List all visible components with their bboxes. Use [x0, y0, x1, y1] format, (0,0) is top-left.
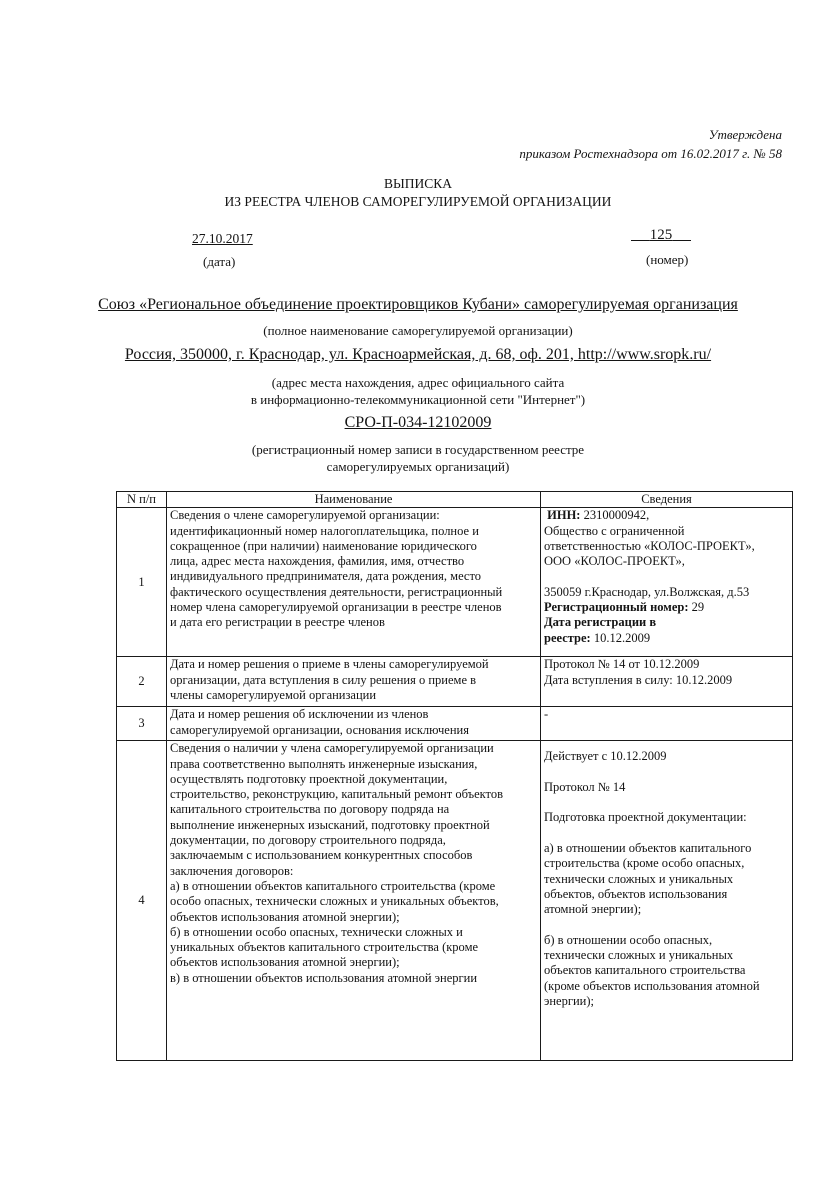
- header-name: Наименование: [167, 492, 541, 508]
- table-row: [117, 508, 793, 657]
- row-name-line: особо опасных, технически сложных и уникальных объектов,: [170, 894, 499, 909]
- header-info: Сведения: [541, 492, 793, 508]
- row-name-line: Сведения о наличии у члена саморегулируемой организации: [170, 741, 494, 756]
- row-name: [167, 741, 541, 1061]
- row-info: [541, 508, 793, 657]
- row-name-line: строительство, реконструкцию, капитальный ремонт объектов: [170, 787, 504, 802]
- table-row: [117, 657, 793, 707]
- row-name-line: уникальных объектов капитального строительства (кроме: [170, 940, 479, 955]
- org-registration-caption-line-1: (регистрационный номер записи в государственном реестре: [251, 442, 585, 457]
- header-number: N п/п: [117, 492, 167, 508]
- row-name-line: объектов использования атомной энергии);: [170, 909, 400, 924]
- row-name: [167, 707, 541, 741]
- member-name-line: Общество с ограниченной: [544, 523, 685, 538]
- member-reg-date-label: Дата регистрации в: [544, 615, 657, 630]
- org-full-name: Союз «Региональное объединение проектировщиков Кубани» саморегулируемая организация: [98, 296, 738, 313]
- org-address-caption-line-1: (адрес места нахождения, адрес официального сайта: [271, 375, 565, 390]
- row-name-line: выполнение инженерных изысканий, подготовку проектной: [170, 817, 490, 832]
- permit-item-b-line: (кроме объектов использования атомной: [544, 978, 760, 993]
- row-name-line: члены саморегулируемой организации: [170, 687, 377, 702]
- permit-protocol: Протокол № 14: [544, 779, 626, 794]
- approval-line-2: приказом Ростехнадзора от 16.02.2017 г. № 58: [519, 146, 782, 161]
- member-reg-date-label-2: реестре:: [544, 630, 591, 645]
- org-registration-caption-line-2: саморегулируемых организаций): [326, 459, 510, 474]
- member-inn-value: 2310000942,: [580, 508, 650, 523]
- row-name-line: сокращенное (при наличии) наименование юридического: [170, 538, 477, 553]
- org-address: Россия, 350000, г. Краснодар, ул. Красноармейская, д. 68, оф. 201, http://www.sropk.ru/: [124, 346, 712, 363]
- org-registration-number: СРО-П-034-12102009: [344, 414, 492, 431]
- permit-effective-date: Действует с 10.12.2009: [544, 749, 667, 764]
- permit-item-a-line: атомной энергии);: [544, 902, 642, 917]
- row-name: [167, 657, 541, 707]
- row-name-line: лица, адрес места нахождения, фамилия, имя, отчество: [170, 554, 465, 569]
- approval-note: [519, 125, 782, 163]
- row-info: [541, 707, 793, 741]
- org-address-caption-line-2: в информационно-телекоммуникационной сети "Интернет"): [250, 392, 586, 407]
- permit-item-a-line: а) в отношении объектов капитального: [544, 841, 752, 856]
- member-name-line: ООО «КОЛОС-ПРОЕКТ»,: [544, 554, 685, 569]
- row-name: [167, 508, 541, 657]
- table-row: [117, 741, 793, 1061]
- row-name-line: заключаемым с использованием конкурентных способов: [170, 848, 473, 863]
- org-address-caption: [0, 374, 836, 408]
- row-name-line: организации, дата вступления в силу решения о приеме в: [170, 672, 477, 687]
- permit-item-a-line: строительства (кроме особо опасных,: [544, 856, 745, 871]
- row-name-line: фактического осуществления деятельности, регистрационный: [170, 584, 503, 599]
- permit-item-b-line: б) в отношении особо опасных,: [544, 932, 713, 947]
- table-row: [117, 707, 793, 741]
- permit-item-b-line: энергии);: [544, 994, 594, 1009]
- row-number: 1: [117, 508, 167, 657]
- row-name-line: б) в отношении особо опасных, технически сложных и: [170, 924, 463, 939]
- row-name-line: капитального строительства по договору подряда на: [170, 802, 450, 817]
- row-name-line: индивидуального предпринимателя, дата рождения, место: [170, 569, 482, 584]
- extract-date-caption: (дата): [203, 254, 236, 269]
- member-address: 350059 г.Краснодар, ул.Волжская, д.53: [544, 584, 750, 599]
- member-reg-number-label: Регистрационный номер:: [544, 600, 689, 615]
- row-name-line: документации, по договору строительного подряда,: [170, 833, 446, 848]
- title-line-1: ВЫПИСКА: [383, 176, 453, 191]
- row-name-line: права соответственно выполнять инженерные изыскания,: [170, 756, 478, 771]
- row-info: [541, 741, 793, 1061]
- row-name-line: в) в отношении объектов использования атомной энергии: [170, 970, 478, 985]
- row-name-line: осуществлять подготовку проектной документации,: [170, 771, 448, 786]
- row-name-line: идентификационный номер налогоплательщика, полное и: [170, 523, 479, 538]
- extract-number: 125: [649, 227, 673, 243]
- org-registration-caption: [0, 441, 836, 475]
- permit-item-b-line: технически сложных и уникальных: [544, 948, 734, 963]
- row-name-line: Дата и номер решения о приеме в члены саморегулируемой: [170, 657, 489, 672]
- row-info-line: Протокол № 14 от 10.12.2009: [544, 657, 700, 672]
- table-header-row: [117, 492, 793, 508]
- org-full-name-caption: (полное наименование саморегулируемой организации): [263, 323, 573, 338]
- row-number: 2: [117, 657, 167, 707]
- permit-heading: Подготовка проектной документации:: [544, 810, 747, 825]
- member-reg-date: [544, 631, 789, 646]
- document-title: [0, 175, 836, 211]
- row-name-line: а) в отношении объектов капитального строительства (кроме: [170, 878, 496, 893]
- row-name-line: саморегулируемой организации, основания исключения: [170, 722, 469, 737]
- title-line-2: ИЗ РЕЕСТРА ЧЛЕНОВ САМОРЕГУЛИРУЕМОЙ ОРГАНИЗАЦИИ: [224, 194, 612, 209]
- row-name-line: объектов использования атомной энергии);: [170, 955, 400, 970]
- member-reg-date-value: 10.12.2009: [590, 630, 651, 645]
- permit-item-a-line: объектов, объектов использования: [544, 886, 728, 901]
- row-info-line: -: [544, 707, 549, 722]
- row-info: [541, 657, 793, 707]
- member-reg-number-value: 29: [688, 600, 705, 615]
- member-inn-label: ИНН:: [547, 508, 581, 523]
- row-number: 4: [117, 741, 167, 1061]
- permit-item-a-line: технически сложных и уникальных: [544, 871, 734, 886]
- approval-line-1: Утверждена: [708, 127, 782, 142]
- row-name-line: заключения договоров:: [170, 863, 294, 878]
- extract-date: 27.10.2017: [192, 231, 253, 246]
- permit-item-b-line: объектов капитального строительства: [544, 963, 746, 978]
- register-table: [116, 491, 793, 1061]
- row-name-line: и дата его регистрации в реестре членов: [170, 615, 385, 630]
- row-name-line: Сведения о члене саморегулируемой организации:: [170, 508, 440, 523]
- row-info-line: Дата вступления в силу: 10.12.2009: [544, 672, 733, 687]
- member-name-line: ответственностью «КОЛОС-ПРОЕКТ»,: [544, 538, 755, 553]
- row-name-line: номер члена саморегулируемой организации в реестре членов: [170, 600, 502, 615]
- row-name-line: Дата и номер решения об исключении из членов: [170, 707, 429, 722]
- member-reg-number: [544, 600, 789, 615]
- member-inn: [544, 508, 789, 523]
- extract-number-caption: (номер): [646, 252, 689, 267]
- row-number: 3: [117, 707, 167, 741]
